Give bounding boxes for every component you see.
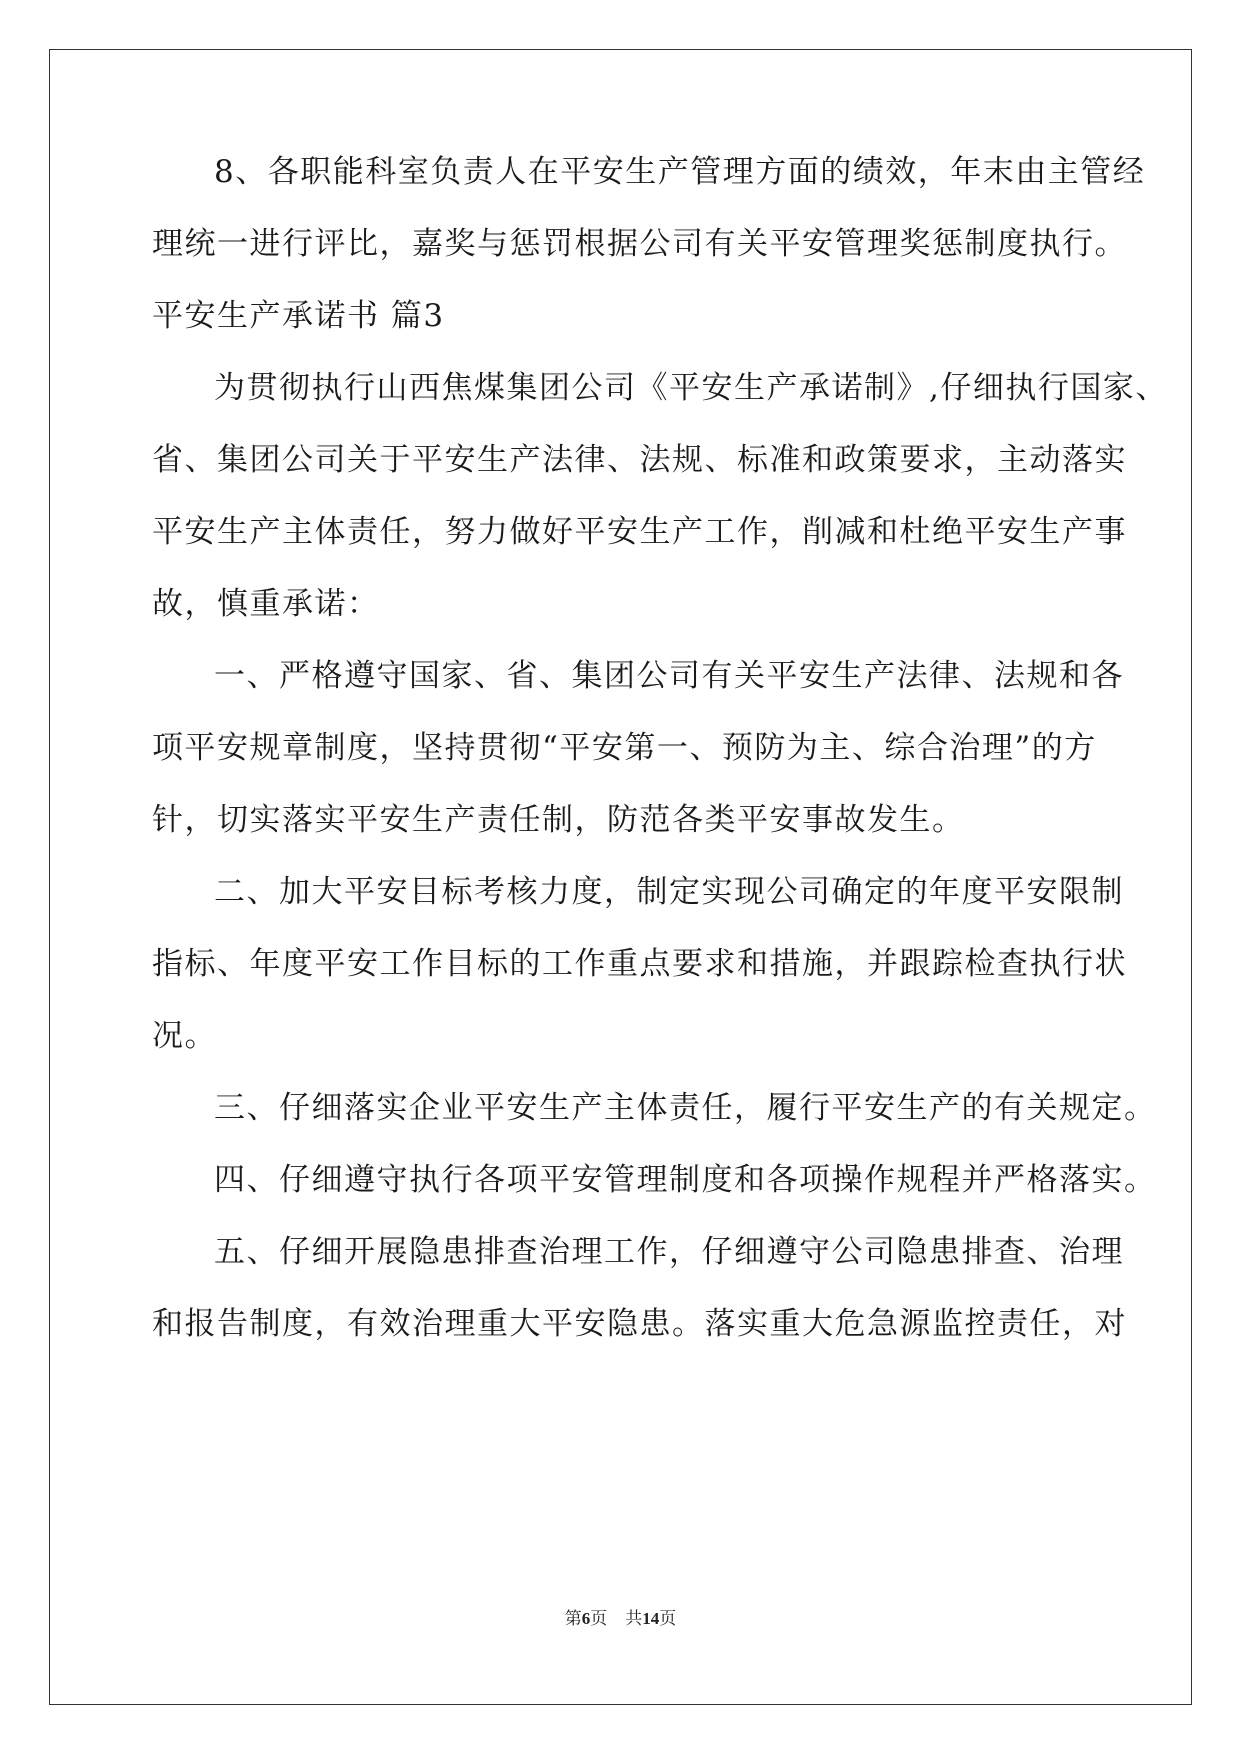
paragraph-line: 四、仔细遵守执行各项平安管理制度和各项操作规程并严格落实。 bbox=[214, 1162, 1157, 1198]
page-number: 6 bbox=[581, 1609, 591, 1628]
paragraph-line: 8、各职能科室负责人在平安生产管理方面的绩效，年末由主管经 bbox=[214, 154, 1146, 190]
paragraph-line: 指标、年度平安工作目标的工作重点要求和措施，并跟踪检查执行状 bbox=[152, 946, 1127, 982]
paragraph-line: 五、仔细开展隐患排查治理工作，仔细遵守公司隐患排查、治理 bbox=[214, 1234, 1124, 1270]
footer-total-prefix: 共 bbox=[625, 1609, 643, 1629]
footer-prefix: 第 bbox=[564, 1609, 582, 1629]
paragraph-line: 二、加大平安目标考核力度，制定实现公司确定的年度平安限制 bbox=[214, 874, 1124, 910]
paragraph-line: 省、集团公司关于平安生产法律、法规、标准和政策要求，主动落实 bbox=[152, 442, 1127, 478]
section-heading: 平安生产承诺书 篇3 bbox=[152, 298, 445, 334]
paragraph-line: 平安生产主体责任，努力做好平安生产工作，削减和杜绝平安生产事 bbox=[152, 514, 1127, 550]
paragraph-line: 故，慎重承诺： bbox=[152, 586, 380, 622]
total-pages: 14 bbox=[642, 1609, 660, 1628]
paragraph-line: 和报告制度，有效治理重大平安隐患。落实重大危急源监控责任，对 bbox=[152, 1306, 1127, 1342]
paragraph-line: 项平安规章制度，坚持贯彻“平安第一、预防为主、综合治理”的方 bbox=[152, 730, 1097, 766]
paragraph-line: 况。 bbox=[152, 1018, 217, 1054]
paragraph-line: 三、仔细落实企业平安生产主体责任，履行平安生产的有关规定。 bbox=[214, 1090, 1157, 1126]
footer-total-suffix: 页 bbox=[659, 1609, 677, 1629]
paragraph-line: 为贯彻执行山西焦煤集团公司《平安生产承诺制》,仔细执行国家、 bbox=[214, 370, 1168, 406]
page-footer bbox=[0, 1604, 1241, 1629]
footer-page-suffix: 页 bbox=[590, 1609, 608, 1629]
paragraph-line: 理统一进行评比，嘉奖与惩罚根据公司有关平安管理奖惩制度执行。 bbox=[152, 226, 1127, 262]
paragraph-line: 一、严格遵守国家、省、集团公司有关平安生产法律、法规和各 bbox=[214, 658, 1124, 694]
paragraph-line: 针，切实落实平安生产责任制，防范各类平安事故发生。 bbox=[152, 802, 965, 838]
